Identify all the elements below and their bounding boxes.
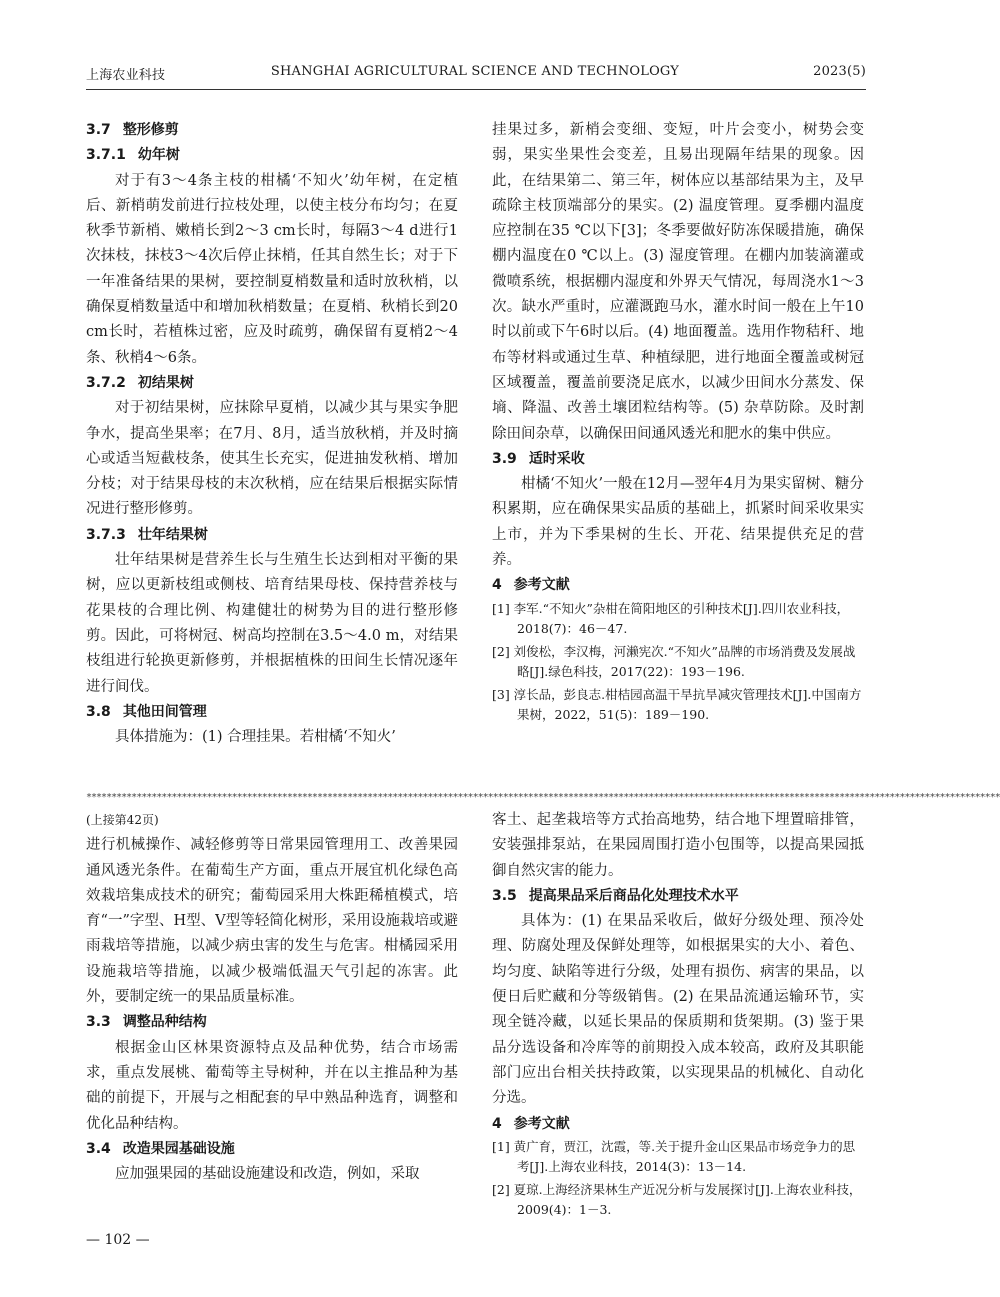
paragraph: 柑橘‘不知火’一般在12月—翌年4月为果实留树、糖分积累期，应在确保果实品质的基础上，抓紧时间采收果实上市，并为下季果树的生长、开花、结果提供充足的营养。	[492, 476, 864, 569]
paragraph: 挂果过多，新梢会变细、变短，叶片会变小，树势会变弱，果实坐果性会变差，且易出现隔年结果的现象。因此，在结果第二、第三年，树体应以基部结果为主，及早疏除主枝顶端部分的果实。(2) 温度管理。夏季棚内温度应控制在35 ℃以下[3]；冬季要做好防冻保暖措施，确保棚内温度在0 ℃以上。(3) 湿度管理。在棚内加装滴灌或微喷系统，根据棚内湿度和外界天气情况，每周浇水1～3次。缺水严重时，应灌溉跑马水，灌水时间一般在上午10时以前或下午6时以后。(4) 地面覆盖。选用作物秸秆、地布等材料或通过生草、种植绿肥，进行地面全覆盖或树冠区域覆盖，覆盖前要浇足底水，以减少田间水分蒸发、保墒、降温、改善土壤团粒结构等。(5) 杂草防除。及时割除田间杂草，以确保田间通风透光和肥水的集中供应。	[492, 122, 864, 442]
paragraph: 具体为：(1) 在果品采收后，做好分级处理、预冷处理、防腐处理及保鲜处理等，如根据果实的大小、着色、均匀度、缺陷等进行分级，处理有损伤、病害的果品，以便日后贮藏和分等级销售。(2) 在果品流通运输环节，实现全链冷藏，以延长果品的保质期和货架期。(3) 鉴于果品分选设备和冷库等的前期投入成本较高，政府及其职能部门应出台相关扶持政策，以实现果品的机械化、自动化分选。	[492, 913, 864, 1107]
continued-note: (上接第42页)	[86, 813, 159, 827]
star-divider: **************************************************************************************************************************************************************************************	[86, 792, 1000, 803]
journal-name-en: SHANGHAI AGRICULTURAL SCIENCE AND TECHNOLOGY	[270, 64, 680, 79]
reference-item: [2] 刘俊松，李汉梅，河濑宪次.“不知火”品牌的市场消费及发展战略[J].绿色科技，2017(22)：193－196.	[492, 643, 856, 679]
top-left-column	[86, 118, 458, 750]
reference-item: [1] 李军.“不知火”杂柑在简阳地区的引种技术[J].四川农业科技，2018(7)：46－47.	[492, 600, 850, 636]
section-heading: 3.7 整形修剪	[86, 122, 179, 138]
section-heading: 3.9 适时采收	[492, 450, 585, 467]
section-heading: 3.3 调整品种结构	[86, 1014, 207, 1031]
journal-name-cn: 上海农业科技	[86, 68, 166, 83]
paragraph: 具体措施为：(1) 合理挂果。若柑橘‘不知火’	[115, 729, 396, 746]
reference-item: [3] 淳长品，彭良志.柑桔园高温干旱抗旱减灾管理技术[J].中国南方果树，2022，51(5)：189－190.	[492, 686, 862, 722]
section-heading: 3.4 改造果园基础设施	[86, 1140, 235, 1157]
bottom-right-column	[492, 808, 864, 1220]
paragraph: 壮年结果树是营养生长与生殖生长达到相对平衡的果树，应以更新枝组或侧枝、培育结果母枝、保持营养枝与花果枝的合理比例、构建健壮的树势为目的进行整形修剪。因此，可将树冠、树高均控制在3.5～4.0 m，对结果枝组进行轮换更新修剪，并根据植株的田间生长情况逐年进行间伐。	[86, 552, 458, 695]
section-heading: 3.7.1 幼年树	[86, 147, 180, 164]
header-rule	[86, 89, 866, 90]
section-heading: 3.7.3 壮年结果树	[86, 526, 208, 543]
paragraph: 进行机械操作、减轻修剪等日常果园管理用工、改善果园通风透光条件。在葡萄生产方面，重点开展宜机化绿色高效栽培集成技术的研究；葡萄园采用大株距稀植模式，培育“一”字型、H型、V型等轻简化树形，采用设施栽培或避雨栽培等措施，以减少病虫害的发生与危害。柑橘园采用设施栽培等措施，以减少极端低温天气引起的冻害。此外，要制定统一的果品质量标准。	[86, 837, 458, 1006]
section-heading: 3.5 提高果品采后商品化处理技术水平	[492, 887, 739, 904]
bottom-left-column	[86, 808, 458, 1187]
paragraph: 客土、起垄栽培等方式抬高地势，结合地下埋置暗排管，安装强排泵站，在果园周围打造小包围等，以提高果园抵御自然灾害的能力。	[492, 812, 864, 879]
page-number: — 102 —	[86, 1232, 150, 1248]
reference-item: [1] 黄广育，贾江，沈霞，等.关于提升金山区果品市场竞争力的思考[J].上海农业科技，2014(3)：13－14.	[492, 1138, 856, 1174]
paragraph: 对于有3～4条主枝的柑橘‘不知火’幼年树，在定植后、新梢萌发前进行拉枝处理，以使主枝分布均匀；在夏秋季节新梢、嫩梢长到2～3 cm长时，每隔3～4 d进行1次抹枝，抹枝3～4次后停止抹梢，任其自然生长；对于下一年准备结果的果树，要控制夏梢数量和适时放秋梢，以确保夏梢数量适中和增加秋梢数量；在夏梢、秋梢长到20 cm长时，若植株过密，应及时疏剪，确保留有夏梢2～4条、秋梢4～6条。	[86, 172, 458, 366]
paragraph: 根据金山区林果资源特点及品种优势，结合市场需求，重点发展桃、葡萄等主导树种，并在以主推品种为基础的前提下，开展与之相配套的早中熟品种选育，调整和优化品种结构。	[86, 1039, 458, 1132]
section-heading: 3.7.2 初结果树	[86, 374, 194, 391]
issue-label: 2023(5)	[813, 64, 866, 79]
references-heading: 4 参考文献	[492, 577, 570, 594]
paragraph: 应加强果园的基础设施建设和改造，例如，采取	[115, 1166, 420, 1183]
section-heading: 3.8 其他田间管理	[86, 703, 207, 720]
top-right-column	[492, 118, 864, 725]
reference-item: [2] 夏琼.上海经济果林生产近况分析与发展探讨[J].上海农业科技，2009(4)：1－3.	[492, 1181, 862, 1217]
references-heading: 4 参考文献	[492, 1115, 570, 1132]
paragraph: 对于初结果树，应抹除早夏梢，以减少其与果实争肥争水，提高坐果率；在7月、8月，适当放秋梢，并及时摘心或适当短截枝条，使其生长充实，促进抽发秋梢、增加分枝；对于结果母枝的末次秋梢，应在结果后根据实际情况进行整形修剪。	[86, 400, 458, 518]
